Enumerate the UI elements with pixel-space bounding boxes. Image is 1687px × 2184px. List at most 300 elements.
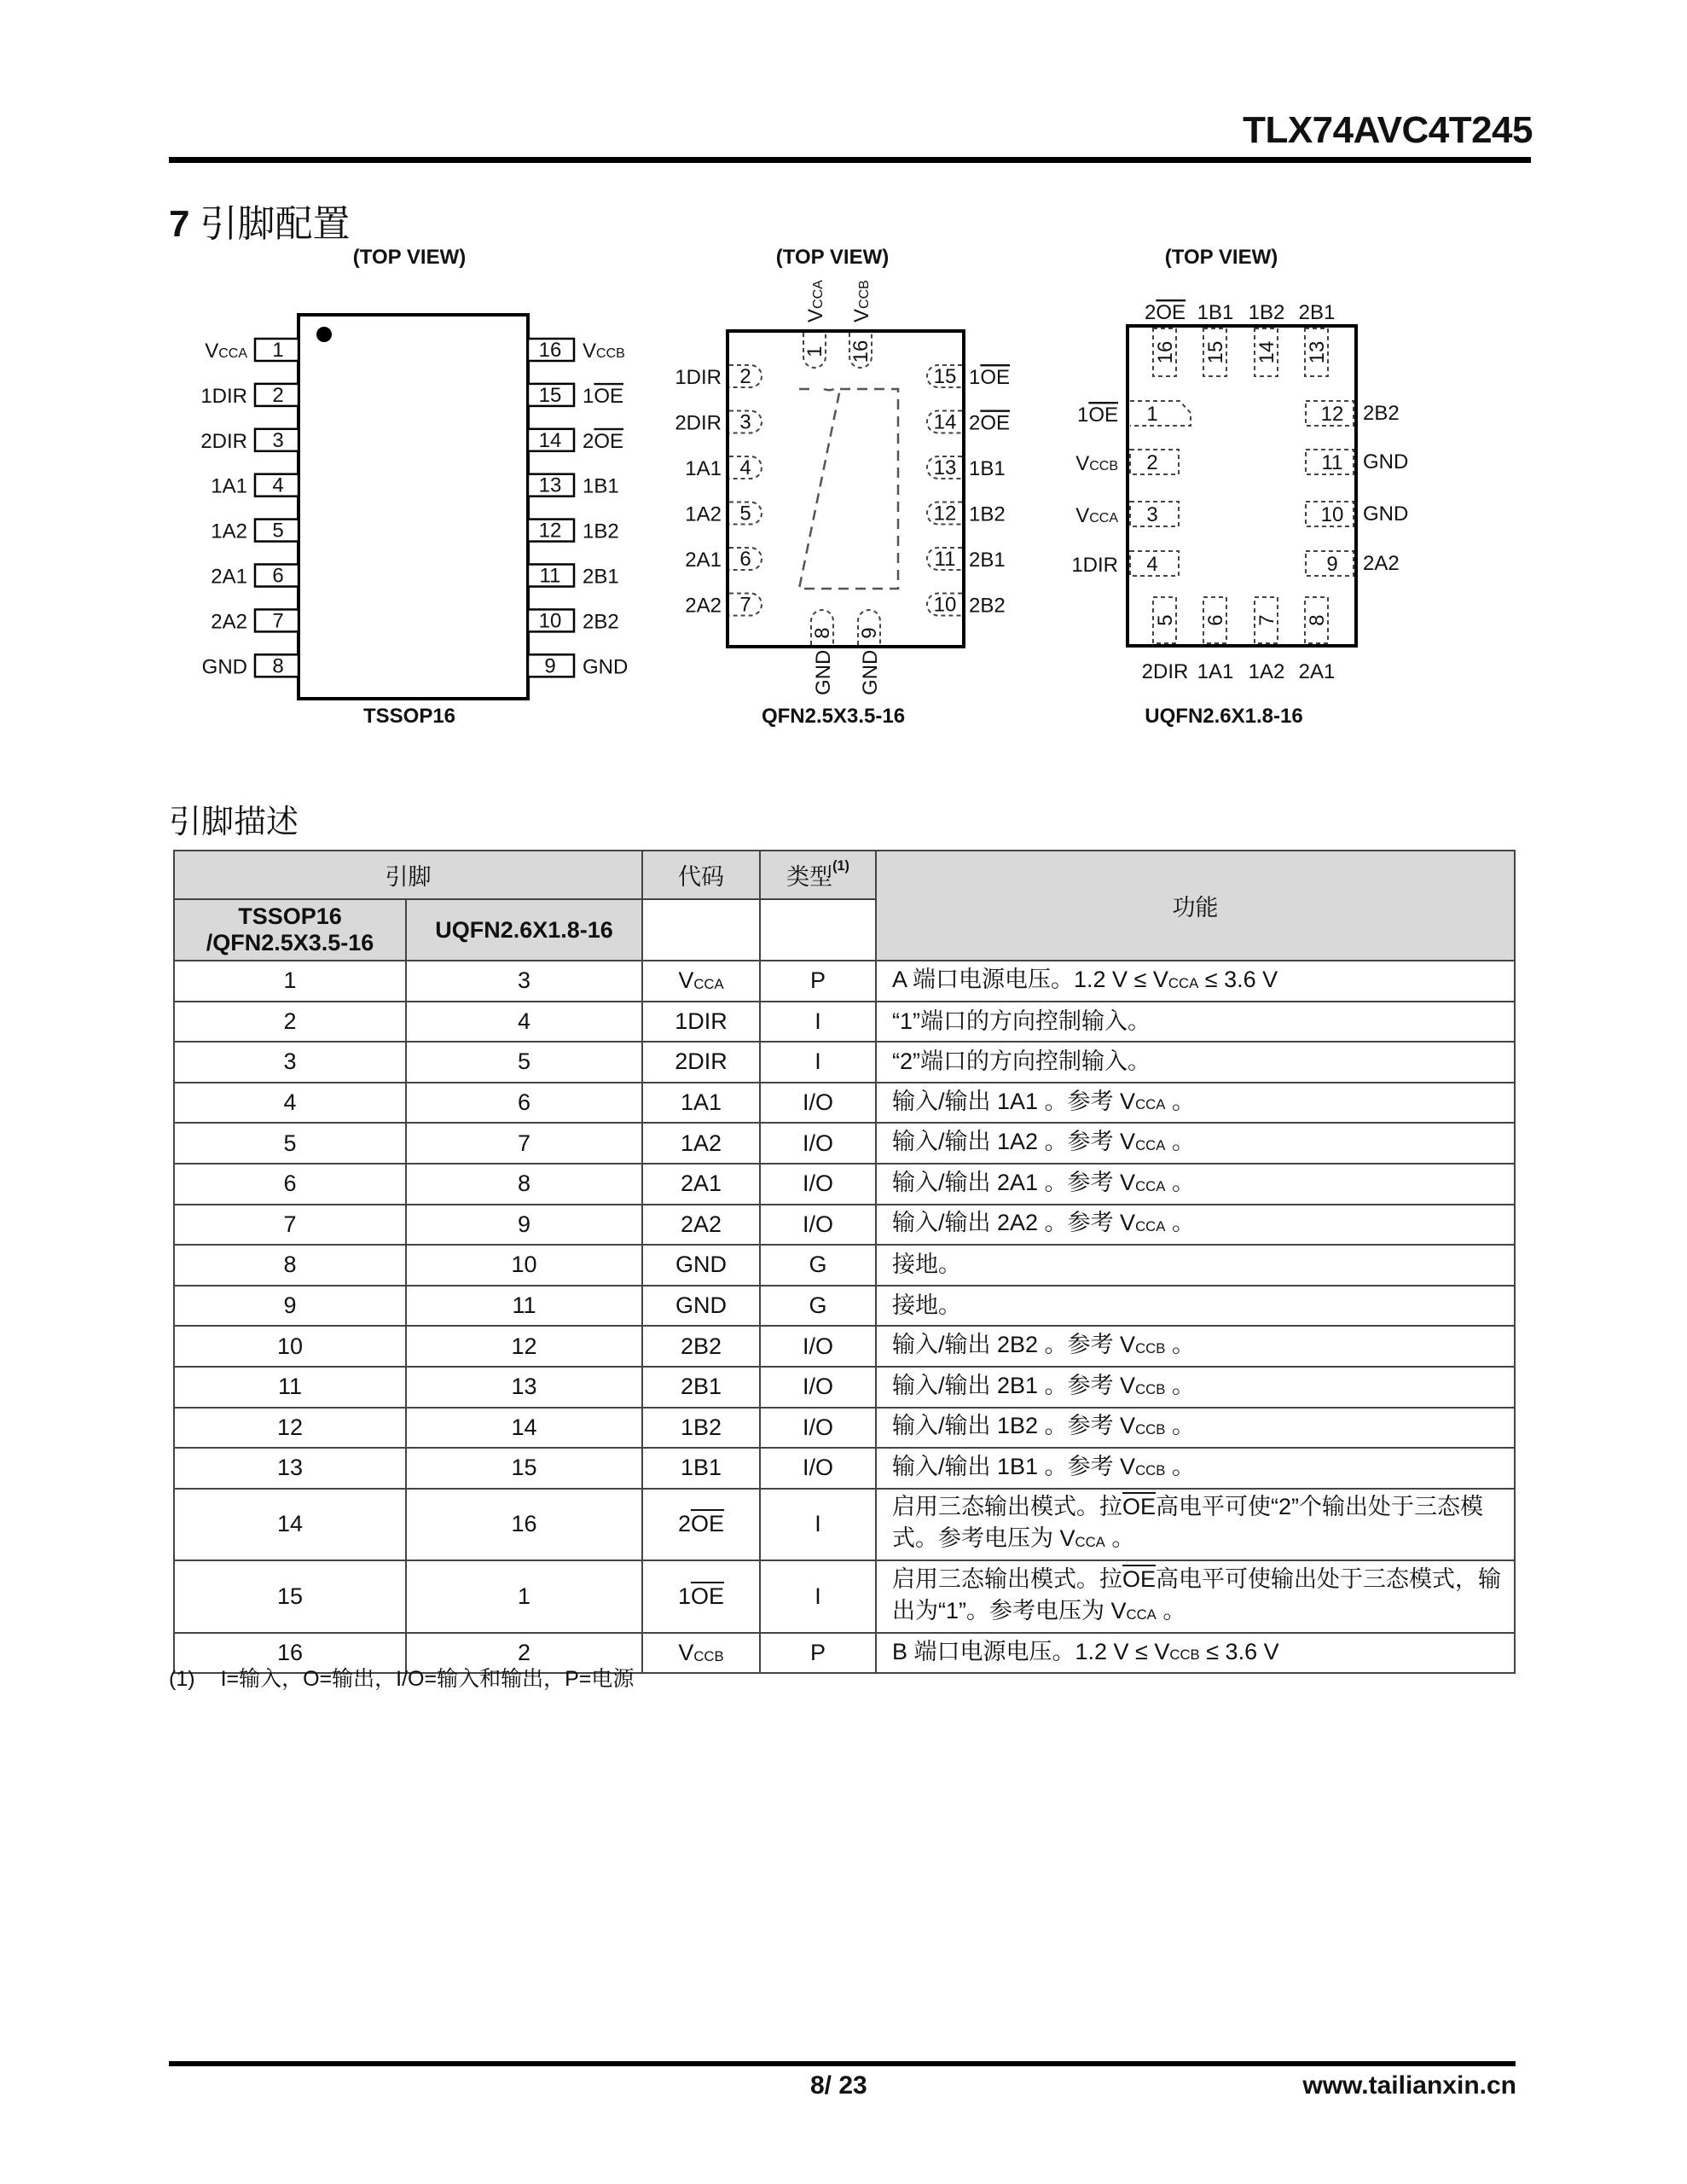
header-type [760,851,876,899]
func-text: 。 [1165,1088,1195,1114]
qfn-pin-label [685,457,722,480]
cell-type: I [760,1489,876,1561]
code-text: 1DIR [675,1008,728,1034]
header-function: 功能 [876,851,1515,961]
code-text: 1B1 [680,1455,722,1481]
tssop-pin-number: 4 [272,473,284,497]
pin-label-sub: CCB [857,280,872,309]
cell-type: G [760,1245,876,1286]
tssop-pin-number: 12 [538,519,562,543]
uqfn-pin-number: 4 [1146,553,1158,576]
pin-label-main: 1B1 [583,474,619,498]
uqfn-pin-number: 5 [1154,614,1177,626]
table-row [174,1042,1515,1083]
code-text: 2A1 [680,1170,722,1197]
qfn-pin-label [812,650,835,695]
tssop-pin-label [583,385,623,408]
qfn-pin-label [859,650,882,695]
header-uqfn-col: UQFN2.6X1.8-16 [406,899,642,961]
cell-type: I/O [760,1164,876,1205]
cell-code [642,1633,760,1674]
uqfn-pin-number: 14 [1255,340,1278,364]
header-empty-type [760,899,876,961]
tssop-pin-number: 9 [544,654,556,678]
header-pin: 引脚 [174,851,642,899]
pin-label-main: 1B2 [583,520,619,543]
func-text: 输入/输出 2A2 。参考 V [892,1210,1136,1236]
code-text: GND [675,1292,727,1319]
func-subscript: CCA [1135,1096,1166,1113]
pin-label-overline: OE [980,366,1011,389]
uqfn-pin-label [1077,404,1118,427]
qfn-package-name: QFN2.5X3.5-16 [761,705,906,728]
func-text: 输入/输出 1B2 。参考 V [892,1413,1136,1439]
qfn-pin-label [675,366,722,389]
func-text: ≤ 3.6 V [1198,966,1278,992]
pin-label-main: 2B1 [1298,301,1336,324]
func-text: 输入/输出 2B1 。参考 V [892,1372,1136,1398]
cell-uqfn-pin: 1 [406,1560,642,1633]
pin-label-main: 2B2 [969,594,1006,618]
tssop-pin-label [583,475,619,498]
uqfn-pin-number: 9 [1326,553,1338,576]
qfn-thermal-pad [799,389,898,589]
qfn-pin-number: 3 [739,410,751,434]
qfn-pin-label [969,503,1006,526]
pin-label-main: GND [1363,450,1409,473]
pin-label-main: 1A1 [1197,660,1234,683]
tssop-pin-label [200,430,247,453]
cell-function [876,1205,1515,1246]
func-text: ≤ 3.6 V [1199,1638,1279,1664]
pin-label-main: GND [859,649,882,695]
func-text: 。 [1156,1597,1186,1623]
cell-uqfn-pin: 16 [406,1489,642,1561]
pin-label-overline: OE [1088,404,1118,427]
table-row [174,1123,1515,1164]
code-overline: $\overline{OE}$ [691,1511,725,1537]
tssop-pin-number: 13 [538,473,562,497]
cell-type: I/O [760,1205,876,1246]
code-text: V [678,967,694,994]
cell-code [642,1083,760,1124]
cell-type: I/O [760,1367,876,1408]
uqfn-pin-number: 3 [1146,503,1158,526]
code-subscript: CCA [693,976,724,993]
pin-label-main: 1B1 [1197,301,1234,324]
cell-uqfn-pin: 15 [406,1448,642,1489]
cell-code [642,1286,760,1327]
uqfn-pin-label [1363,552,1400,575]
pin-label-main: V [205,340,219,363]
cell-function [876,1448,1515,1489]
cell-uqfn-pin: 2 [406,1633,642,1674]
func-subscript: CCA [1126,1606,1157,1623]
header-tssop-line2: /QFN2.5X3.5-16 [206,930,374,956]
func-text: 接地。 [892,1292,961,1319]
table-row [174,1326,1515,1367]
func-text: B 端口电源电压。1.2 V ≤ V [892,1638,1170,1664]
table-row [174,1489,1515,1561]
cell-function [876,1245,1515,1286]
code-text: 2 [677,1511,691,1537]
pin-label-main: 1 [1076,404,1089,427]
footnote-text: I=输入，O=输出，I/O=输入和输出，P=电源 [220,1667,635,1691]
uqfn-pin-label [1299,301,1336,324]
func-text: 输入/输出 1A1 。参考 V [892,1088,1136,1114]
section-number: 7 [169,203,190,245]
pin-label-main: 1A2 [211,520,247,543]
cell-type: I/O [760,1408,876,1449]
func-subscript: CCB [1135,1339,1166,1356]
cell-function [876,1326,1515,1367]
uqfn-pin-label [1075,452,1118,475]
pin-label-main: V [1075,504,1090,527]
pin-label-main: 1B1 [969,457,1006,480]
tssop-pin-number: 3 [272,428,284,452]
qfn-pin-label [969,549,1006,572]
table-footnote [169,1662,634,1693]
code-subscript: CCB [693,1647,724,1664]
qfn-pin-number: 5 [739,502,751,526]
tssop-pin-label [583,655,628,678]
table-row [174,1286,1515,1327]
pin-diagrams [0,0,1687,768]
tssop-pin-label [202,655,247,678]
table-row [174,1002,1515,1043]
cell-tssop-pin: 12 [174,1408,406,1449]
func-subscript: CCB [1135,1461,1166,1478]
code-text: 1 [677,1583,691,1609]
qfn-pin-number: 13 [933,456,957,479]
uqfn-pin-label [1145,301,1186,324]
qfn-pin-label [850,280,873,322]
code-text: 2B2 [680,1333,722,1359]
qfn-pin-number: 15 [933,365,957,388]
uqfn-pin-number: 7 [1255,614,1278,626]
func-subscript: CCB [1135,1380,1166,1397]
pin-label-overline: OE [980,411,1011,435]
tssop-pin-number: 15 [538,383,562,407]
footer-rule [169,2061,1516,2066]
table-row [174,1408,1515,1449]
tssop-pin-label [205,340,247,363]
cell-uqfn-pin: 3 [406,961,642,1002]
pin-label-overline: OE [1156,301,1186,324]
func-text: 高电平可使“2”个输出处于三态模式。参考电压为 V [892,1494,1484,1552]
tssop-pin-label [583,610,619,633]
cell-function [876,1560,1515,1633]
cell-uqfn-pin: 8 [406,1164,642,1205]
code-text: 1A2 [680,1130,722,1156]
func-text: 输入/输出 2B2 。参考 V [892,1332,1136,1358]
qfn-pin-number: 16 [849,340,872,363]
cell-code [642,1042,760,1083]
tssop-top-view-label: (TOP VIEW) [352,246,467,269]
func-text: 启用三态输出模式。拉 [892,1565,1122,1592]
pin-label-main: 2A1 [685,549,722,572]
pin-label-main: 2DIR [675,411,722,435]
uqfn-pin-label [1071,554,1118,577]
func-subscript: CCB [1135,1421,1166,1438]
table-row [174,1367,1515,1408]
pin-label-main: 2B2 [1363,402,1400,425]
cell-tssop-pin: 3 [174,1042,406,1083]
cell-function [876,1164,1515,1205]
qfn-pin-number: 1 [803,346,826,357]
cell-uqfn-pin: 14 [406,1408,642,1449]
uqfn-pin-number: 16 [1154,340,1177,364]
cell-function [876,1042,1515,1083]
cell-tssop-pin: 15 [174,1560,406,1633]
cell-tssop-pin: 14 [174,1489,406,1561]
func-subscript: CCA [1135,1137,1166,1153]
pin-label-main: GND [1363,502,1409,526]
table-row [174,1164,1515,1205]
uqfn-pin-label [1249,301,1285,324]
cell-uqfn-pin: 5 [406,1042,642,1083]
pin-label-sub: CCB [1089,459,1118,473]
pin-label-main: 2DIR [200,429,247,453]
cell-uqfn-pin: 11 [406,1286,642,1327]
uqfn-pin-number: 2 [1146,451,1158,474]
cell-code [642,1489,760,1561]
cell-type: I [760,1560,876,1633]
tssop-pin-label [211,610,247,633]
pin-label-main: 2B1 [583,565,619,589]
func-overline: $\overline{OE}$ [1122,1494,1157,1520]
tssop-pin-label [211,566,247,589]
func-subscript: CCB [1169,1647,1200,1664]
func-subscript: CCA [1168,974,1199,991]
pin-label-main: 2B2 [583,610,619,634]
uqfn-top-view-label: (TOP VIEW) [1164,246,1278,269]
pin-label-main: 2 [1144,301,1157,324]
pin-label-main: V [583,340,597,363]
cell-code [642,1164,760,1205]
uqfn-pin-number: 13 [1306,340,1329,364]
table-row [174,1083,1515,1124]
tssop-body [299,315,528,699]
pin-label-main: 1DIR [1071,554,1118,577]
header-tssop-line1: TSSOP16 [238,903,342,929]
cell-code [642,1560,760,1633]
code-text: V [678,1640,694,1666]
cell-uqfn-pin: 6 [406,1083,642,1124]
uqfn-pin-number: 12 [1320,403,1344,426]
cell-code [642,1245,760,1286]
tssop-pin-label [583,566,619,589]
tssop-pin-label [583,520,619,543]
cell-function [876,1367,1515,1408]
func-text: 接地。 [892,1252,961,1278]
qfn-pin-label [969,595,1006,618]
pin-label-sub: CCB [596,346,625,361]
qfn-pin-label [969,366,1010,389]
tssop-pin-number: 5 [272,519,284,543]
table-row [174,1205,1515,1246]
cell-code [642,1367,760,1408]
code-overline: $\overline{OE}$ [691,1583,725,1609]
cell-function [876,1286,1515,1327]
uqfn-pin-label [1299,660,1336,683]
cell-tssop-pin: 9 [174,1286,406,1327]
func-text: 。 [1165,1129,1195,1155]
pin-label-main: 1A2 [1248,660,1285,683]
table-row [174,1560,1515,1633]
website-link[interactable]: www.tailianxin.cn [1302,2071,1516,2100]
tssop-pin-label [583,340,625,363]
pin-label-main: 2A2 [1363,552,1400,575]
cell-type: I/O [760,1448,876,1489]
uqfn-package-name: UQFN2.6X1.8-16 [1145,705,1303,728]
qfn-pin-label [675,412,722,435]
tssop-pin-label [583,430,623,453]
pin-label-main: 1A1 [211,474,247,498]
func-subscript: CCA [1135,1177,1166,1194]
code-text: 1B2 [680,1414,722,1440]
uqfn-pin-number: 15 [1204,340,1227,364]
pin-label-main: GND [201,655,247,679]
tssop-pin-number: 8 [272,654,284,678]
qfn-pin-number: 12 [933,502,957,526]
func-text: 。 [1165,1453,1195,1479]
func-text: “2”端口的方向控制输入。 [892,1048,1151,1075]
uqfn-pin-label [1075,504,1118,527]
func-text: 。 [1104,1525,1135,1552]
cell-code [642,1002,760,1043]
uqfn-pin-label [1197,301,1234,324]
tssop-pin-number: 2 [272,383,284,407]
uqfn-pin-label [1197,660,1234,683]
cell-tssop-pin: 2 [174,1002,406,1043]
qfn-top-view-label: (TOP VIEW) [775,246,890,269]
section-title-text: 引脚配置 [200,203,351,245]
pin-label-sub: CCA [218,346,247,361]
cell-tssop-pin: 16 [174,1633,406,1674]
document-title: TLX74AVC4T245 [1243,109,1533,151]
cell-function [876,961,1515,1002]
func-text: 。 [1165,1413,1195,1439]
uqfn-pin-number: 8 [1306,614,1329,626]
code-text: GND [675,1252,727,1278]
cell-code [642,1326,760,1367]
pin-label-overline: OE [594,384,624,408]
code-text: 1A1 [680,1089,722,1116]
cell-tssop-pin: 7 [174,1205,406,1246]
func-text: 输入/输出 1B1 。参考 V [892,1453,1136,1479]
func-text: A 端口电源电压。1.2 V ≤ V [892,966,1168,992]
pin-label-main: 1 [583,384,594,408]
pin-label-main: 1B2 [1248,301,1285,324]
cell-type: G [760,1286,876,1327]
qfn-pin-number: 6 [739,548,751,571]
cell-code [642,1123,760,1164]
qfn-pin-number: 8 [811,627,834,639]
cell-type: I/O [760,1123,876,1164]
pin-label-main: 2A2 [685,594,722,618]
tssop-pin-number: 11 [539,564,561,588]
cell-type: P [760,1633,876,1674]
pin-description-table [173,850,1516,1674]
uqfn-pin-number: 6 [1204,614,1227,626]
pin-label-main: 2B1 [969,549,1006,572]
qfn-pin-number: 14 [933,410,957,434]
qfn-pin-label [969,457,1006,480]
cell-code [642,1448,760,1489]
qfn-pin-label [969,412,1010,435]
func-overline: $\overline{OE}$ [1122,1565,1157,1592]
cell-uqfn-pin: 13 [406,1367,642,1408]
func-text: 。 [1165,1169,1195,1195]
pin-label-main: 2A1 [1298,660,1336,683]
cell-tssop-pin: 6 [174,1164,406,1205]
pin-label-main: 1B2 [969,502,1006,526]
cell-uqfn-pin: 10 [406,1245,642,1286]
uqfn-pad-pin1 [1130,401,1191,426]
tssop-pin-number: 7 [272,609,284,633]
qfn-pin-number: 11 [934,548,956,571]
table-row [174,1245,1515,1286]
func-text: 。 [1165,1210,1195,1236]
type-footnote-ref: (1) [832,858,849,874]
pin-label-main: V [804,308,827,322]
header-code: 代码 [642,851,760,899]
cell-function [876,1123,1515,1164]
func-text: 高电平可使输出处于三态模式，输出为“1”。参考电压为 V [892,1565,1502,1623]
pin-label-overline: OE [594,429,624,453]
tssop-pin-number: 16 [538,339,562,362]
cell-tssop-pin: 10 [174,1326,406,1367]
tssop-pin-label [211,520,247,543]
func-subscript: CCA [1075,1534,1105,1551]
cell-tssop-pin: 8 [174,1245,406,1286]
uqfn-pin-label [1363,402,1400,425]
cell-code [642,1205,760,1246]
qfn-pin-number: 9 [858,627,881,639]
pin-label-main: 2 [969,411,981,435]
pin-label-main: 1 [969,366,981,389]
tssop-pin-number: 10 [538,609,562,633]
cell-tssop-pin: 4 [174,1083,406,1124]
tssop-pin-number: 6 [272,564,284,588]
cell-type: I/O [760,1326,876,1367]
header-tssop-col [174,899,406,961]
pin-label-sub: CCA [1089,511,1118,526]
qfn-pin-label [685,549,722,572]
qfn-pin-number: 7 [739,593,751,617]
cell-function [876,1633,1515,1674]
cell-code [642,1408,760,1449]
pin-label-main: 2A2 [211,610,247,634]
cell-uqfn-pin: 12 [406,1326,642,1367]
pin-label-main: V [850,308,873,322]
cell-type: P [760,961,876,1002]
cell-type: I [760,1002,876,1043]
qfn-pin-label [685,595,722,618]
cell-tssop-pin: 5 [174,1123,406,1164]
cell-tssop-pin: 1 [174,961,406,1002]
func-text: “1”端口的方向控制输入。 [892,1008,1151,1034]
cell-uqfn-pin: 9 [406,1205,642,1246]
tssop-pin-label [211,475,247,498]
func-text: 。 [1165,1332,1195,1358]
func-text: 启用三态输出模式。拉 [892,1494,1122,1520]
code-text: 2B1 [680,1374,722,1400]
qfn-pin-number: 4 [739,456,751,479]
cell-code [642,961,760,1002]
pin-label-main: 2 [583,429,594,453]
